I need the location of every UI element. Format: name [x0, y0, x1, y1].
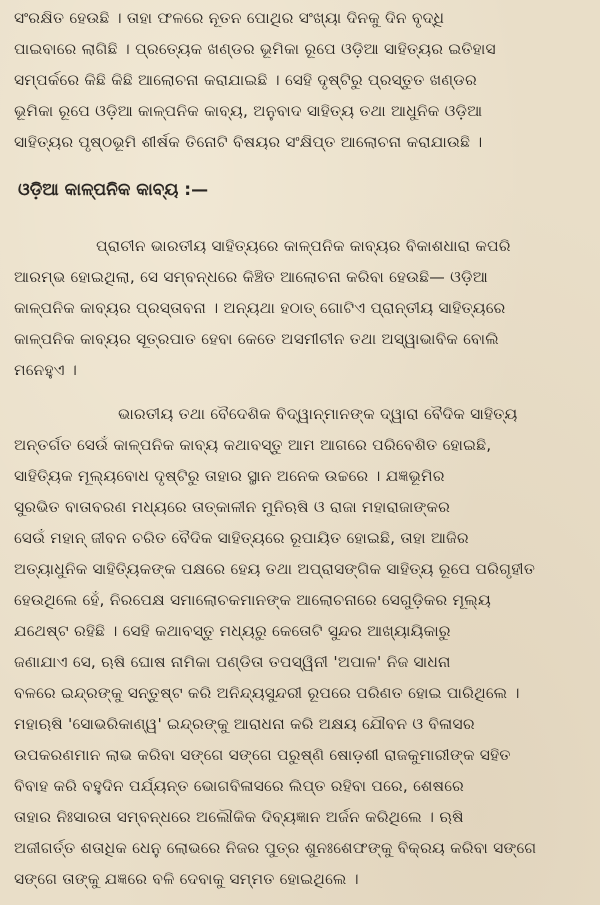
paragraph1-line-2: ଆରମ୍ଭ ହୋଇଥିଲା, ସେ ସମ୍ବନ୍ଧରେ କିଞ୍ଚିତ ଆଲୋଚନା କରିବା ହେଉଛି— ଓଡ଼ିଆ [14, 268, 488, 286]
paragraph2-line-1: ଭାରତୀୟ ତଥା ବୈଦେଶିକ ବିଦ୍ୱାନ୍‌ମାନଙ୍କ ଦ୍ୱାରା ବୈଦିକ ସାହିତ୍ୟ [118, 405, 518, 423]
paragraph2-line-11: ମହାଋଷି 'ସୋଭରିକାଣ୍ୱ' ଇନ୍ଦ୍ରଙ୍କୁ ଆରାଧନା କରି ଅକ୍ଷୟ ଯୌବନ ଓ ବିଳାସର [14, 715, 475, 733]
paragraph1-line-5: ମନେହୁଏ । [14, 361, 78, 379]
paragraph2-line-10: ବଳରେ ଇନ୍ଦ୍ରଙ୍କୁ ସନ୍ତୁଷ୍ଟ କରି ଅନିନ୍ଦ୍ୟସୁନ୍ଦରୀ ରୂପରେ ପରିଣତ ହୋଇ ପାରିଥିଲେ । [14, 684, 520, 702]
paragraph2-line-7: ହେଉଥିଲେ ହେଁ, ନିରପେକ୍ଷ ସମାଲୋଚକମାନଙ୍କ ଆଲୋଚନାରେ ସେଗୁଡ଼ିକର ମୂଲ୍ୟ [14, 591, 491, 609]
section-heading: ଓଡ଼ିଆ କାଳ୍ପନିକ କାବ୍ୟ :— [18, 180, 209, 200]
paragraph2-line-15: ଅଜୀଗର୍ତ୍ତ ଶତାଧିକ ଧେନୁ ଲୋଭରେ ନିଜର ପୁତ୍ର ଶୁନଃଶେଫଙ୍କୁ ବିକ୍ରୟ କରିବା ସଙ୍ଗେ [14, 839, 537, 857]
paragraph1-line-4: କାଳ୍ପନିକ କାବ୍ୟର ସୂତ୍ରପାତ ହେବା କେତେ ଅସମୀଚୀନ ତଥା ଅସ୍ୱାଭାବିକ ବୋଲି [14, 330, 499, 348]
paragraph2-line-12: ଉପକରଣମାନ ଲାଭ କରିବା ସଙ୍ଗେ ସଙ୍ଗେ ପରୁଷ୍ଣି ଷୋଡ଼ଶୀ ରାଜକୁମାରୀଙ୍କ ସହିତ [14, 746, 511, 764]
paragraph2-line-8: ଯଥେଷ୍ଟ ରହିଛି । ସେହି କଥାବସ୍ତୁ ମଧ୍ୟରୁ କେତୋଟି ସୁନ୍ଦର ଆଖ୍ୟାୟିକାରୁ [14, 622, 451, 640]
paragraph2-line-5: ସେଉଁ ମହାନ୍ ଜୀବନ ଚରିତ ବୈଦିକ ସାହିତ୍ୟରେ ରୂପାୟିତ ହୋଇଛି, ତାହା ଆଜିର [14, 529, 469, 547]
paragraph2-line-9: ଜଣାଯାଏ ସେ, ଋଷି ଘୋଷ ନାମିକା ପଣ୍ଡିତା ତପସ୍ୱିନୀ 'ଅପାଳ' ନିଜ ସାଧନା [14, 653, 451, 671]
paragraph2-line-2: ଅନ୍ତର୍ଗତ ସେଉଁ କାଳ୍ପନିକ କାବ୍ୟ କଥାବସ୍ତୁ ଆମ ଆଗରେ ପରିବେଶିତ ହୋଇଛି, [14, 436, 492, 454]
paragraph2-line-16: ସଙ୍ଗେ ତାଙ୍କୁ ଯଜ୍ଞରେ ବଳି ଦେବାକୁ ସମ୍ମତ ହୋଇଥିଲେ । [14, 870, 359, 888]
intro-line-5: ସାହିତ୍ୟର ପୃଷ୍ଠଭୂମି ଶୀର୍ଷକ ତିନୋଟି ବିଷୟର ସଂକ୍ଷିପ୍ତ ଆଲୋଚନା କରାଯାଉଛି । [14, 133, 483, 151]
paragraph1-line-1: ପ୍ରାଚୀନ ଭାରତୀୟ ସାହିତ୍ୟରେ କାଳ୍ପନିକ କାବ୍ୟର ବିକାଶଧାରା କପରି [96, 237, 511, 255]
intro-line-4: ଭୂମିକା ରୂପେ ଓଡ଼ିଆ କାଳ୍ପନିକ କାବ୍ୟ, ଅନୁବାଦ ସାହିତ୍ୟ ତଥା ଆଧୁନିକ ଓଡ଼ିଆ [14, 102, 483, 120]
intro-line-2: ପାଇବାରେ ଲାଗିଛି । ପ୍ରତ୍ୟେକ ଖଣ୍ଡର ଭୂମିକା ରୂପେ ଓଡ଼ିଆ ସାହିତ୍ୟର ଇତିହାସ [14, 40, 496, 58]
paragraph2-line-13: ବିବାହ କରି ବହୁଦିନ ପର୍ଯ୍ୟନ୍ତ ଭୋଗବିଳାସରେ ଲିପ୍ତ ରହିବା ପରେ, ଶେଷରେ [14, 777, 464, 795]
paragraph2-line-3: ସାହିତ୍ୟିକ ମୂଲ୍ୟବୋଧ ଦୃଷ୍ଟିରୁ ତାହାର ସ୍ଥାନ ଅନେକ ଉଚ୍ଚରେ । ଯଜ୍ଞଭୂମିର [14, 467, 445, 485]
paragraph2-line-14: ତାହାର ନିଃସାରତା ସମ୍ବନ୍ଧରେ ଅଲୌକିକ ଦିବ୍ୟଜ୍ଞାନ ଅର୍ଜନ କରିଥିଲେ । ଋଷି [14, 808, 464, 826]
paragraph2-line-6: ଅତ୍ୟାଧୁନିକ ସାହିତ୍ୟିକଙ୍କ ପକ୍ଷରେ ହେୟ ତଥା ଅପ୍ରାସଙ୍ଗିକ ସାହିତ୍ୟ ରୂପେ ପରିଗୃହୀତ [14, 560, 536, 578]
paragraph2-line-4: ସୁରଭିତ ବାତାବରଣ ମଧ୍ୟରେ ତାତ୍‌କାଳୀନ ମୁନିଋଷି ଓ ରାଜା ମହାରାଜାଙ୍କର [14, 498, 451, 516]
intro-line-3: ସମ୍ପର୍କରେ କିଛି କିଛି ଆଲୋଚନା କରାଯାଇଛି । ସେହି ଦୃଷ୍ଟିରୁ ପ୍ରସ୍ତୁତ ଖଣ୍ଡର [14, 71, 477, 89]
intro-line-1: ସଂରକ୍ଷିତ ହେଉଛି । ତାହା ଫଳରେ ନୂତନ ପୋଥିର ସଂଖ୍ୟା ଦିନକୁ ଦିନ ବୃଦ୍ଧି [14, 9, 445, 27]
paragraph1-line-3: କାଳ୍ପନିକ କାବ୍ୟର ପ୍ରସ୍ତାବନା । ଅନ୍ୟଥା ହଠାତ୍ ଗୋଟିଏ ପ୍ରାନ୍ତୀୟ ସାହିତ୍ୟରେ [14, 299, 506, 317]
